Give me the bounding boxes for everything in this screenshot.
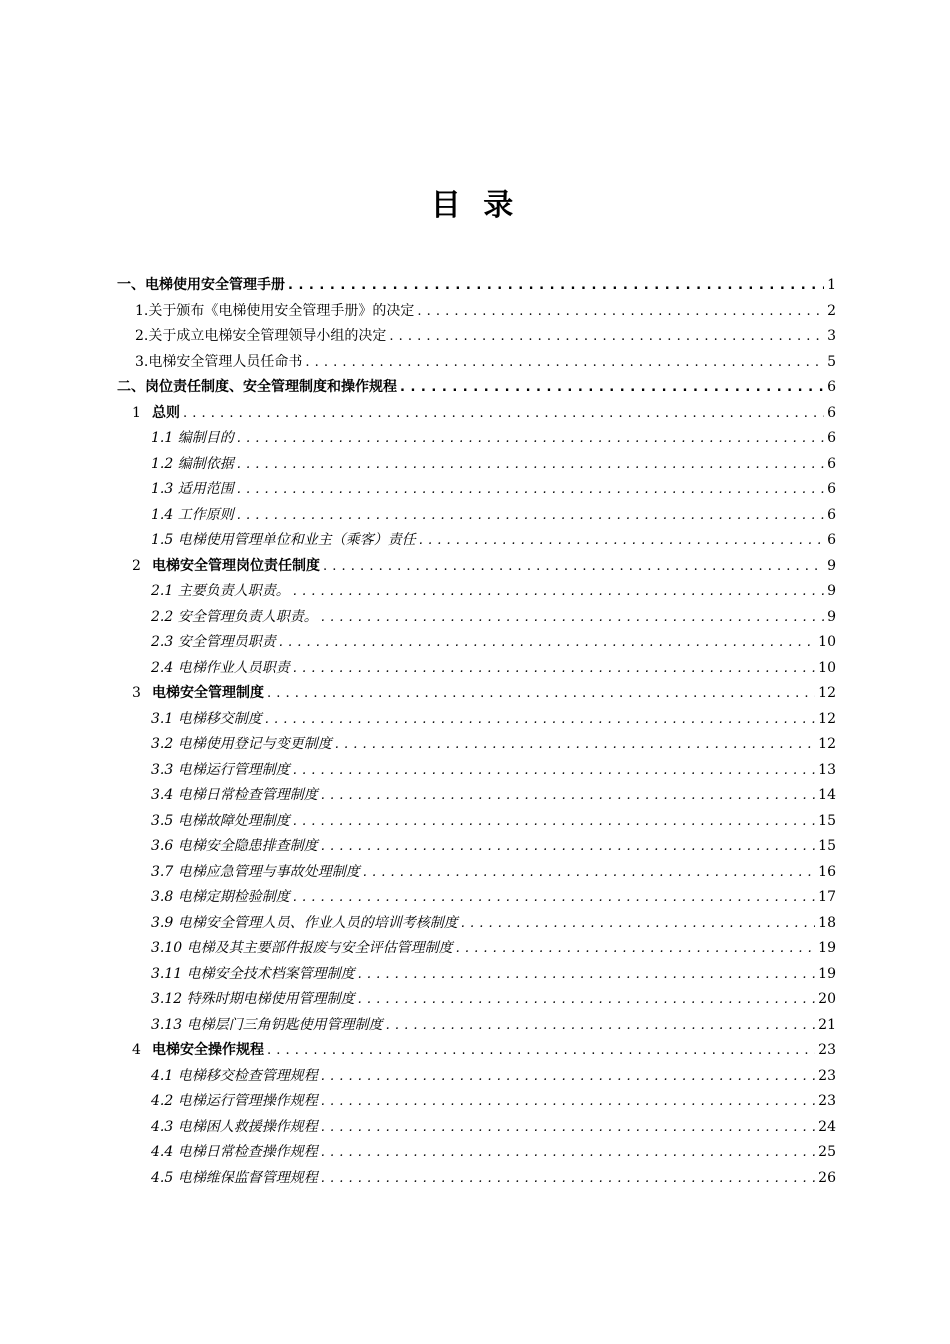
toc-entry[interactable] [151, 962, 836, 987]
toc-entry-page: 2 [827, 303, 836, 319]
toc-leader [321, 783, 815, 808]
toc-entry-page: 6 [827, 507, 836, 523]
toc-entry-page: 9 [827, 583, 836, 599]
toc-entry-page: 6 [827, 456, 836, 472]
toc-entry-label: 3.5 电梯故障处理制度 [151, 813, 290, 829]
toc-entry[interactable] [151, 426, 836, 451]
toc-leader [321, 1089, 815, 1114]
toc-entry-page: 17 [818, 889, 836, 905]
toc-entry-page: 14 [818, 787, 836, 803]
toc-entry-label: 一、电梯使用安全管理手册 [117, 277, 285, 293]
toc-entry-label: 1.1 编制目的 [151, 430, 234, 446]
toc-entry-label: 2.1 主要负责人职责。 [151, 583, 290, 599]
toc-entry-page: 19 [818, 940, 836, 956]
toc-entry-page: 23 [818, 1042, 836, 1058]
toc-leader [363, 860, 815, 885]
toc-entry-page: 19 [818, 966, 836, 982]
toc-entry[interactable] [151, 528, 836, 553]
toc-leader [279, 630, 815, 655]
toc-entry-number: 1 [132, 405, 141, 421]
toc-entry-label: 电梯安全操作规程 [152, 1042, 264, 1058]
toc-entry[interactable] [132, 554, 836, 579]
toc-entry-label: 2.3 安全管理员职责 [151, 634, 276, 650]
toc-entry-label: 3.10 电梯及其主要部件报废与安全评估管理制度 [151, 940, 453, 956]
toc-entry[interactable] [151, 630, 836, 655]
toc-leader [293, 809, 815, 834]
toc-leader [237, 477, 824, 502]
toc-entry-page: 10 [818, 660, 836, 676]
toc-entry[interactable] [117, 273, 836, 298]
toc-entry[interactable] [151, 860, 836, 885]
toc-entry-label: 3.1 电梯移交制度 [151, 711, 262, 727]
toc-entry-label: 3.13 电梯层门三角钥匙使用管理制度 [151, 1017, 383, 1033]
toc-leader [293, 758, 815, 783]
toc-entry[interactable] [151, 656, 836, 681]
toc-entry[interactable] [151, 605, 836, 630]
toc-entry[interactable] [132, 681, 836, 706]
toc-leader [183, 401, 824, 426]
toc-entry-label: 1.关于颁布《电梯使用安全管理手册》的决定 [135, 303, 415, 319]
toc-entry-label: 3.8 电梯定期检验制度 [151, 889, 290, 905]
toc-entry[interactable] [132, 1038, 836, 1063]
toc-leader [267, 1038, 815, 1063]
toc-entry[interactable] [151, 477, 836, 502]
toc-entry-number: 4 [132, 1042, 141, 1058]
toc-entry[interactable] [151, 809, 836, 834]
toc-entry[interactable] [151, 1064, 836, 1089]
toc-entry-page: 18 [818, 915, 836, 931]
toc-entry-label: 1.4 工作原则 [151, 507, 234, 523]
toc-entry-page: 13 [818, 762, 836, 778]
toc-entry[interactable] [132, 401, 836, 426]
toc-entry-label: 3.2 电梯使用登记与变更制度 [151, 736, 332, 752]
toc-entry[interactable] [151, 1140, 836, 1165]
toc-entry-page: 12 [818, 711, 836, 727]
toc-entry-label: 1.3 适用范围 [151, 481, 234, 497]
toc-leader [237, 452, 824, 477]
toc-entry[interactable] [151, 1166, 836, 1191]
toc-leader [417, 299, 824, 324]
toc-leader [293, 656, 815, 681]
toc-leader [288, 273, 824, 298]
toc-entry-label: 1.5 电梯使用管理单位和业主（乘客）责任 [151, 532, 416, 548]
toc-entry-page: 16 [818, 864, 836, 880]
toc-entry-label: 3.12 特殊时期电梯使用管理制度 [151, 991, 355, 1007]
toc-leader [321, 1140, 815, 1165]
toc-entry-page: 25 [818, 1144, 836, 1160]
toc-entry-page: 12 [818, 685, 836, 701]
toc-entry[interactable] [151, 987, 836, 1012]
toc-leader [293, 885, 815, 910]
toc-entry[interactable] [151, 885, 836, 910]
toc-entry[interactable] [151, 834, 836, 859]
toc-entry-page: 6 [827, 405, 836, 421]
toc-entry-label: 电梯安全管理岗位责任制度 [152, 558, 320, 574]
toc-entry-label: 2.关于成立电梯安全管理领导小组的决定 [135, 328, 387, 344]
toc-entry-label: 4.3 电梯困人救援操作规程 [151, 1119, 318, 1135]
toc-entry-page: 23 [818, 1068, 836, 1084]
toc-leader [389, 324, 824, 349]
toc-entry-label: 3.6 电梯安全隐患排查制度 [151, 838, 318, 854]
toc-leader [323, 554, 824, 579]
toc-entry-label: 3.3 电梯运行管理制度 [151, 762, 290, 778]
toc-entry-label: 4.4 电梯日常检查操作规程 [151, 1144, 318, 1160]
toc-leader [358, 987, 816, 1012]
toc-entry-page: 23 [818, 1093, 836, 1109]
toc-leader [400, 375, 824, 400]
toc-entry[interactable] [151, 503, 836, 528]
toc-entry-number: 2 [132, 558, 141, 574]
toc-entry-label: 3.7 电梯应急管理与事故处理制度 [151, 864, 360, 880]
toc-leader [237, 426, 824, 451]
toc-entry-page: 15 [818, 813, 836, 829]
toc-entry[interactable] [135, 324, 836, 349]
toc-entry-page: 15 [818, 838, 836, 854]
toc-entry[interactable] [117, 375, 836, 400]
toc-entry-page: 10 [818, 634, 836, 650]
toc-leader [321, 1166, 815, 1191]
toc-entry-label: 二、岗位责任制度、安全管理制度和操作规程 [117, 379, 397, 395]
toc-entry-page: 26 [818, 1170, 836, 1186]
toc-entry[interactable] [151, 783, 836, 808]
toc-entry-label: 3.9 电梯安全管理人员、作业人员的培训考核制度 [151, 915, 458, 931]
toc-entry[interactable] [151, 1115, 836, 1140]
toc-entry-label: 3.电梯安全管理人员任命书 [135, 354, 303, 370]
toc-entry-label: 4.2 电梯运行管理操作规程 [151, 1093, 318, 1109]
toc-leader [386, 1013, 816, 1038]
toc-entry-label: 3.4 电梯日常检查管理制度 [151, 787, 318, 803]
toc-entry[interactable] [151, 911, 836, 936]
toc-entry[interactable] [135, 299, 836, 324]
toc-entry-label: 总则 [152, 405, 180, 421]
toc-entry-page: 20 [818, 991, 836, 1007]
toc-entry-page: 6 [827, 430, 836, 446]
toc-entry[interactable] [151, 707, 836, 732]
toc-leader [265, 707, 815, 732]
toc-leader [267, 681, 815, 706]
toc-entry-page: 5 [827, 354, 836, 370]
toc-entry[interactable] [151, 579, 836, 604]
toc-leader [461, 911, 815, 936]
toc-entry-page: 3 [827, 328, 836, 344]
toc-entry-page: 6 [827, 481, 836, 497]
toc-entry[interactable] [135, 350, 836, 375]
toc-entry-page: 1 [827, 277, 836, 293]
toc-leader [321, 1115, 815, 1140]
toc-leader [358, 962, 816, 987]
toc-leader [321, 1064, 815, 1089]
toc-entry-label: 2.2 安全管理负责人职责。 [151, 609, 318, 625]
toc-entry[interactable] [151, 758, 836, 783]
toc-entry-page: 9 [827, 609, 836, 625]
toc-leader [237, 503, 824, 528]
toc-entry[interactable] [151, 732, 836, 757]
toc-leader [321, 605, 824, 630]
toc-entry-page: 21 [818, 1017, 836, 1033]
toc-entry-page: 6 [827, 532, 836, 548]
toc-entry-label: 4.1 电梯移交检查管理规程 [151, 1068, 318, 1084]
page-title: 目 录 [430, 188, 520, 223]
toc-leader [335, 732, 815, 757]
toc-entry-label: 2.4 电梯作业人员职责 [151, 660, 290, 676]
toc-entry-number: 3 [132, 685, 141, 701]
toc-entry-label: 3.11 电梯安全技术档案管理制度 [151, 966, 355, 982]
toc-entry[interactable] [151, 1089, 836, 1114]
toc-entry-page: 24 [818, 1119, 836, 1135]
toc-entry[interactable] [151, 452, 836, 477]
toc-entry[interactable] [151, 1013, 836, 1038]
toc-entry-label: 电梯安全管理制度 [152, 685, 264, 701]
toc-leader [419, 528, 824, 553]
toc-leader [456, 936, 816, 961]
toc-leader [305, 350, 824, 375]
toc-leader [321, 834, 815, 859]
toc-entry-page: 9 [827, 558, 836, 574]
toc-entry-page: 6 [827, 379, 836, 395]
toc-entry-label: 4.5 电梯维保监督管理规程 [151, 1170, 318, 1186]
toc-entry-page: 12 [818, 736, 836, 752]
toc-leader [293, 579, 824, 604]
toc-entry[interactable] [151, 936, 836, 961]
toc-entry-label: 1.2 编制依据 [151, 456, 234, 472]
